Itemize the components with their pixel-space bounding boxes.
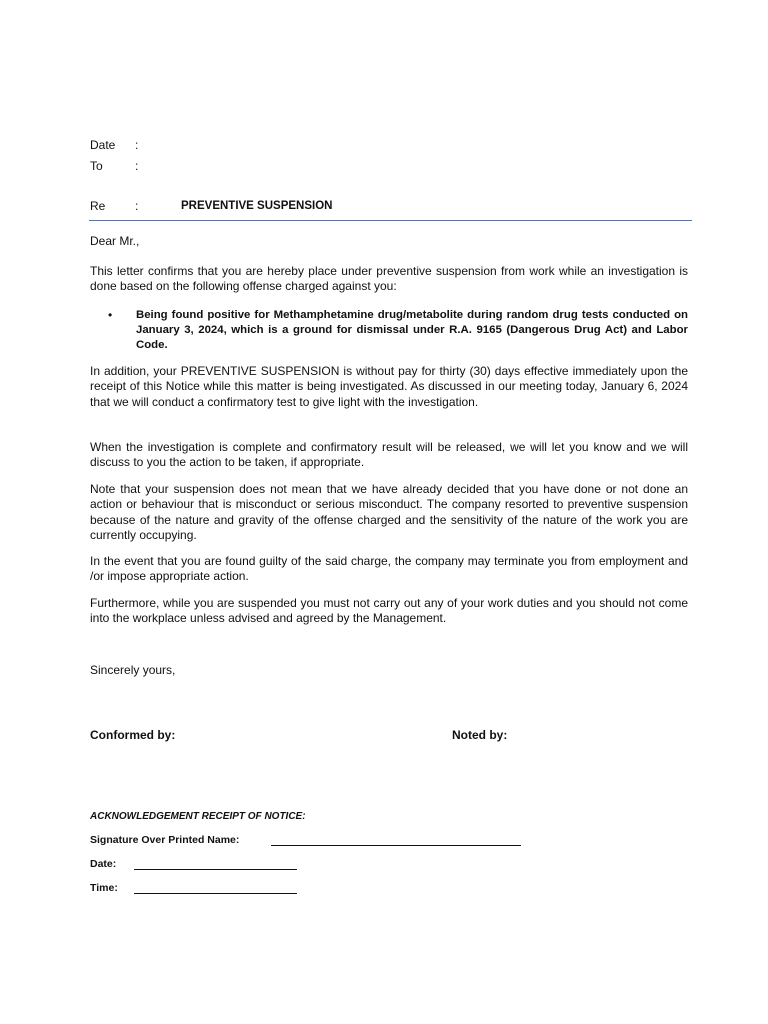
header-divider <box>89 220 692 221</box>
acknowledgement-title: ACKNOWLEDGEMENT RECEIPT OF NOTICE: <box>90 811 306 822</box>
paragraph-furthermore: Furthermore, while you are suspended you must not carry out any of your work duties and you should not come into the workplace unless advised and agreed by the Management. <box>90 596 688 626</box>
re-label: Re <box>90 199 106 213</box>
closing: Sincerely yours, <box>90 663 176 677</box>
re-colon: : <box>135 199 139 213</box>
ack-date-line[interactable] <box>134 869 297 870</box>
to-label: To <box>90 159 103 173</box>
ack-date-label: Date: <box>90 858 117 870</box>
paragraph-investigation: When the investigation is complete and confirmatory result will be released, we will let you know and we will discuss to you the action to be taken, if appropriate. <box>90 440 688 470</box>
signature-line[interactable] <box>271 845 521 846</box>
paragraph-guilty: In the event that you are found guilty of the said charge, the company may terminate you from employment and /or impose appropriate action. <box>90 554 688 584</box>
paragraph-note: Note that your suspension does not mean that we have already decided that you have done or not done an action or behaviour that is misconduct or serious misconduct. The company resorted to preventive suspension because of the nature and gravity of the offense charged and the sensitivity of the nature of the work you are currently occupying. <box>90 482 688 543</box>
paragraph-suspension-terms: In addition, your PREVENTIVE SUSPENSION is without pay for thirty (30) days effective immediately upon the receipt of this Notice while this matter is being investigated. As discussed in our meeting today, January 6, 2024 that we will conduct a confirmatory test to give light with the investigation. <box>90 364 688 409</box>
ack-time-line[interactable] <box>134 893 297 894</box>
date-label: Date <box>90 138 116 152</box>
re-subject: PREVENTIVE SUSPENSION <box>181 200 333 212</box>
to-colon: : <box>135 159 139 173</box>
conformed-by-label: Conformed by: <box>90 728 176 742</box>
signature-label: Signature Over Printed Name: <box>90 834 240 846</box>
ack-time-label: Time: <box>90 882 118 894</box>
bullet-icon: • <box>108 308 113 322</box>
date-colon: : <box>135 138 139 152</box>
salutation: Dear Mr., <box>90 234 140 248</box>
offense-item: Being found positive for Methamphetamine drug/metabolite during random drug tests conducted on January 3, 2024, which is a ground for dismissal under R.A. 9165 (Dangerous Drug Act) and Labor Code. <box>136 309 688 351</box>
noted-by-label: Noted by: <box>452 728 508 742</box>
paragraph-intro: This letter confirms that you are hereby place under preventive suspension from work while an investigation is done based on the following offense charged against you: <box>90 264 688 294</box>
